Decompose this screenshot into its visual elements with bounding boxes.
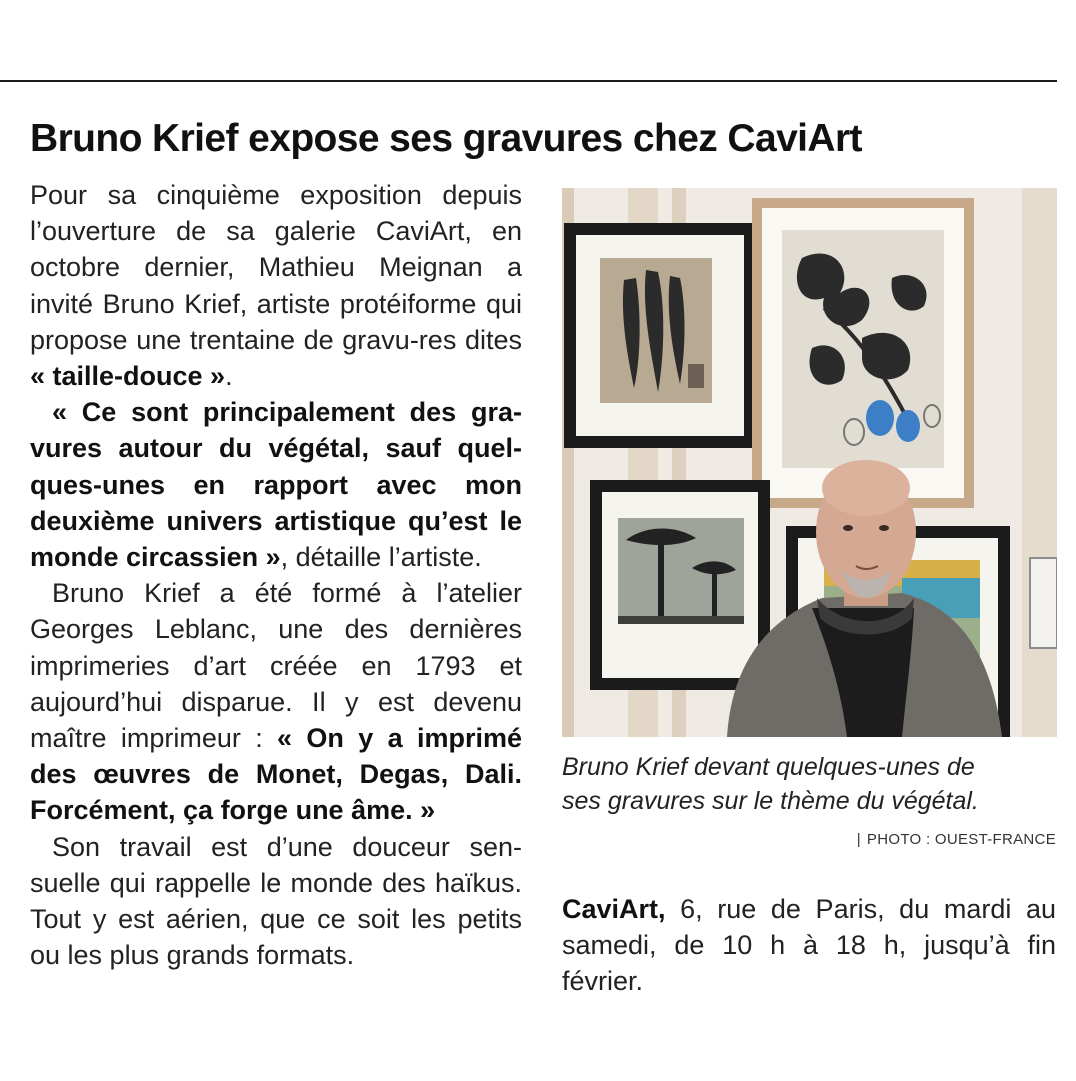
body-text: Pour sa cinquième exposition depuis l’ouverture de sa galerie CaviArt, en octobre dernier, Mathieu Meignan a invité Bruno Krief, artiste protéiforme qui propose une trentaine de gravu-res dites	[30, 180, 522, 355]
event-info	[562, 891, 1056, 1000]
caption-line-2: ses gravures sur le thème du végétal.	[562, 787, 979, 815]
quote-text: « taille-douce »	[30, 361, 226, 392]
wood-rail-right	[1022, 188, 1057, 737]
venue-name: CaviArt,	[562, 894, 666, 924]
top-rule	[0, 80, 1057, 82]
credit-text: PHOTO : OUEST-FRANCE	[866, 831, 1056, 848]
paragraph-1	[30, 177, 522, 394]
quote-text: « Ce sont principalement des gravures autour du végétal, sauf quelques-unes en rapport avec mon deuxième univers artistique qu’est le monde circassien »	[30, 397, 522, 573]
body-text: Son travail est d’une douceur sensuelle qui rappelle le monde des haïkus. Tout y est aérien, que ce soit les petits ou les plus grands formats.	[30, 831, 522, 971]
event-info-text	[562, 891, 1056, 1000]
print-frame-trees	[590, 480, 770, 690]
paragraph-4	[30, 829, 522, 974]
caption-line-1: Bruno Krief devant quelques-unes de	[562, 753, 975, 781]
photo-caption	[562, 750, 1057, 818]
article-body	[30, 177, 522, 973]
body-text: .	[225, 361, 233, 392]
venue-details: 6, rue de Paris, du mardi au samedi, de 10 h à 18 h, jusqu’à fin février.	[562, 894, 1056, 997]
paragraph-2	[30, 394, 522, 575]
gallery-photo-illustration	[562, 188, 1057, 737]
body-text: , détaille l’artiste.	[280, 542, 482, 573]
paragraph-3	[30, 575, 522, 828]
article-photo	[562, 188, 1057, 737]
body-text: Bruno Krief a été formé à l’atelier Georges Leblanc, une des dernières imprimeries d’art créée en 1793 et aujourd’hui disparue. Il y est devenu maître imprimeur :	[30, 578, 522, 754]
quote-text: « On y a imprimé des œuvres de Monet, Degas, Dali. Forcément, ça forge une âme. »	[30, 723, 522, 826]
photo-credit	[857, 831, 1056, 848]
article-headline: Bruno Krief expose ses gravures chez CaviArt	[30, 117, 862, 160]
credit-separator: |	[856, 831, 861, 848]
print-frame-edge	[1030, 558, 1057, 648]
print-frame-vegetables	[564, 223, 756, 448]
